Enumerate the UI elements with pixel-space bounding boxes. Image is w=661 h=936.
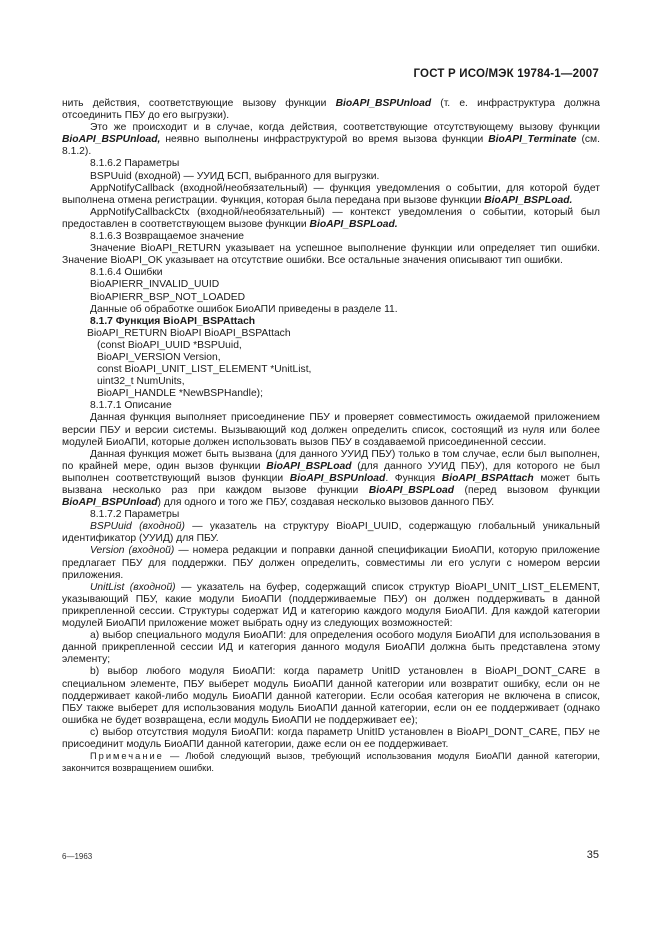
return-description: Значение BioAPI_RETURN указывает на успешное выполнение функции или определяет тип ошибки. Значение BioAPI_OK указывает на отсутствие ошибки. Все остальные значения описывают тип ошибки. (62, 243, 600, 267)
standard-header: ГОСТ Р ИСО/МЭК 19784-1—2007 (413, 68, 599, 80)
section-heading-errors: 8.1.6.4 Ошибки (90, 267, 163, 279)
function-name: BioAPI_Terminate (488, 134, 577, 146)
error-code: BioAPIERR_BSP_NOT_LOADED (90, 291, 246, 303)
text: (для данного УУИД ПБУ), для которого не был выполнен соответствующий вызов функции (62, 460, 600, 484)
function-name: BioAPI_BSPUnload (62, 497, 158, 509)
section-heading-return: 8.1.6.3 Возвращаемое значение (90, 231, 244, 243)
function-name: BioAPI_BSPUnload, (62, 134, 161, 146)
list-item-c: c) выбор отсутствия модуля БиоАПИ: когда параметр UnitID установлен в BioAPI_DONT_CARE, ПБУ не присоединит модуль БиоАПИ данной категории, даже если он ее поддерживает. (62, 726, 600, 750)
text: нить действия, соответствующие вызову функции (62, 98, 336, 109)
function-name: BioAPI_BSPUnload (289, 472, 386, 484)
text: Данная функция может быть вызвана (для данного УУИД ПБУ) только в том случае, если был выполнен, по крайней мере, один вызов функции (62, 448, 600, 472)
param-appnotifycallback (62, 183, 600, 207)
section-heading-function: 8.1.7 Функция BioAPI_BSPAttach (90, 315, 256, 327)
text: (см. 8.1.2). (62, 134, 600, 158)
text: AppNotifyCallback (входной/необязательный) — функция уведомления о событии, для которой будет выполнена отмена регистрации. Функция, которая была передана при вызове функции (62, 182, 600, 206)
param-term: BSPUuid (входной) (90, 521, 185, 533)
function-name: BioAPI_BSPUnload (335, 98, 432, 109)
text: — номера редакции и поправки данной спецификации БиоАПИ, которую приложение предлагает ПБУ для поддержки. ПБУ должен определить, совместимы ли его услуги с номером версии приложения. (62, 545, 600, 581)
code-line: BioAPI_HANDLE *NewBSPHandle); (97, 388, 263, 400)
code-line: (const BioAPI_UUID *BSPUuid, (97, 339, 242, 351)
function-name: BioAPI_BSPLoad (266, 460, 352, 472)
param-term: Version (входной) (90, 545, 175, 557)
code-line: BioAPI_RETURN BioAPI BioAPI_BSPAttach (87, 327, 291, 339)
section-heading-description: 8.1.7.1 Описание (90, 400, 172, 412)
description-paragraph (62, 449, 600, 509)
param-appnotifycallbackctx (62, 207, 600, 231)
code-line: uint32_t NumUnits, (97, 376, 185, 388)
error-reference: Данные об обработке ошибок БиоАПИ приведены в разделе 11. (90, 303, 398, 315)
function-name: BioAPI_BSPLoad (368, 485, 455, 496)
note-text: — Любой следующий вызов, требующий использования модуля БиоАПИ данной категории, закончится возвращением ошибки. (62, 751, 600, 773)
description-paragraph: Данная функция выполняет присоединение ПБУ и проверяет совместимость ожидаемой приложением версии ПБУ и версии системы. Вызывающий код должен определить список, состоящий из нуля или более модулей БиоАПИ, которые должен использовать вызов ПБУ в создаваемой присоединенной сессии. (62, 412, 600, 448)
paragraph-implicit (62, 122, 600, 158)
function-name: BioAPI_BSPLoad. (309, 218, 398, 230)
code-line: const BioAPI_UNIT_LIST_ELEMENT *UnitList, (97, 364, 312, 376)
note-label: Примечание (90, 751, 164, 762)
page-number: 35 (586, 849, 599, 861)
param-bspuuid-desc (62, 521, 600, 545)
note (62, 751, 600, 774)
param-version-desc (62, 545, 600, 581)
code-line: BioAPI_VERSION Version, (97, 351, 221, 363)
function-name: BioAPI_BSPAttach (441, 472, 534, 484)
param-unitlist-desc (62, 582, 600, 630)
text: неявно выполнены инфраструктурой во время вызова функции (160, 134, 489, 146)
print-mark: 6—1963 (62, 852, 93, 861)
section-heading-params: 8.1.6.2 Параметры (90, 158, 180, 170)
param-bspuuid: BSPUuid (входной) — УУИД БСП, выбранного для выгрузки. (90, 170, 380, 182)
function-name: BioAPI_BSPLoad. (484, 194, 573, 206)
text: Это же происходит и в случае, когда действия, соответствующие отсутствующему вызову функции (90, 122, 600, 134)
text: (перед вызовом функции (454, 485, 600, 496)
document-body (62, 98, 600, 774)
error-code: BioAPIERR_INVALID_UUID (90, 279, 220, 291)
text: . Функция (385, 472, 442, 484)
section-heading-params2: 8.1.7.2 Параметры (90, 509, 180, 521)
text: AppNotifyCallbackCtx (входной/необязательный) — контекст уведомления о событии, который был предоставлен в соответствующем вызове функции (62, 206, 600, 230)
param-term: UnitList (входной) (90, 581, 176, 593)
paragraph-continuation (62, 98, 600, 122)
list-item-a: а) выбор специального модуля БиоАПИ: для определения особого модуля БиоАПИ для использования в данной прикрепленной сессии ИД и категория данного модуля БиоАПИ должна быть представлена этому элементу; (62, 630, 600, 666)
text: — указатель на структуру BioAPI_UUID, содержащую глобальный уникальный идентификатор (УУИД) для ПБУ. (62, 521, 600, 545)
text: может быть вызвана несколько раз при каждом вызове функции (62, 472, 600, 496)
list-item-b: b) выбор любого модуля БиоАПИ: когда параметр UnitID установлен в BioAPI_DONT_CARE в специальном элементе, ПБУ выберет модуль БиоАПИ данной категории или возвратит ошибку, если он не поддерживает какой-либо модуль БиоАПИ данной категории. Если особая категория не включена в список, ПБУ также выберет для использования модуль БиоАПИ данной категории, если он ее поддерживает (однако ошибка не будет возвращена, если модуль БиоАПИ не поддерживает ее); (62, 666, 600, 726)
text: ) для одного и того же ПБУ, создавая несколько вызовов данного ПБУ. (157, 497, 495, 509)
text: — указатель на буфер, содержащий список структур BioAPI_UNIT_LIST_ELEMENT, указывающий ПБУ, какие модули БиоАПИ (поддерживаемые ПБУ) он должен поддерживать в данной прикрепленной сессии. Структуры содержат ИД и категорию каждого модуля БиоАПИ. Для каждой категории модулей БиоАПИ приложение может выбрать одну из следующих возможностей: (62, 581, 601, 630)
text: (т. е. инфраструктура должна отсоединить ПБУ до его выгрузки). (62, 98, 600, 122)
